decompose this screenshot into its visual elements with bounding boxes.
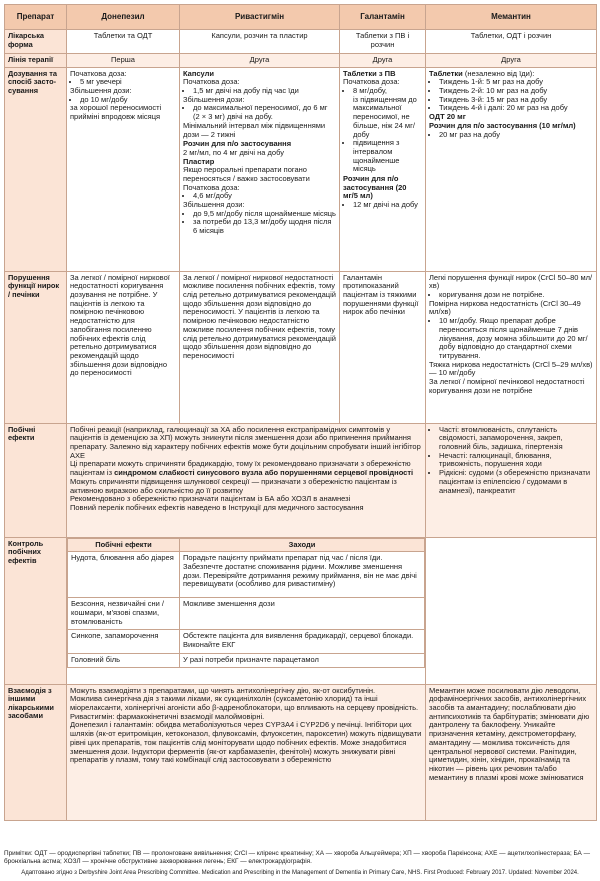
text: Побічні реакції (наприклад, галюцинації за ХА або посилення екстрапірамідних симптомів у пацієнтів із деменцією за ХП) можуть зникнути після зменшення дози або припинення приймання препарату. Залежно від характеру побічних ефектів може бути доцільним спробувати інший інгібітор АХЕ [70,424,421,460]
line-memantine: Друга [426,54,597,68]
source-credit: Адаптовано згідно з Derbyshire Joint Area Prescribing Committee. Medication and Prescribing in the Management of Dementia in Primary Care, NHS. First Produced: February 2017. Updated: November 2024. [21,870,579,876]
renal-rivastigmine: За легкої / помірної ниркової недостатності можливе посилення побічних ефектів, тому слід ретельно дотримуватися рекомендацій щодо збільшення дози відповідно до переносимості. У пацієнтів із легкою та помірною печінковою недостатністю можливе посилення побічних ефектів, тому слід ретельно дотримуватися рекомендацій щодо збільшення дози відповідно до переносимості [180,271,340,423]
text: Мінімальний інтервал між підвищеннями дози — 2 тижні [183,120,326,139]
control-col-effects: Побічні ефекти [68,538,180,552]
subheading: ОДТ 20 мг [429,112,466,122]
list-item: • 5 мг увечері [80,78,176,87]
table-row [68,552,425,598]
text: Тяжка ниркова недостатність (СrCl 5–29 мл/хв) — 10 мг/добу [429,359,593,378]
text: Початкова доза: [343,77,400,87]
footnote: Примітки: ОДТ — ородиспергівні таблетки; ПВ — пролонговане вивільнення; СrCl — кліренс креатиніну; ХА — хвороба Альцгеймера; ХП — хвороба Паркінсона; АХЕ — ацетилхолінестераза; БА — бронхіальна астма; ХОЗЛ — хронічне обструктивне захворювання легень; ЕКГ — електрокардіографія. [4,850,590,865]
text: Початкова доза: [70,68,127,78]
effect-cell: Безсоння, незвичайні сни / кошмари, м'язові спазми, втомлюваність [68,598,180,630]
list-item: • до 10 мг/добу [80,96,176,105]
form-label: Лікарська форма [5,30,67,54]
list-item: • за потреби до 13,3 мг/добу щодня після 6 місяців [193,218,336,235]
action-cell: Можливе зменшення дози [180,598,425,630]
renal-donepezil: За легкої / помірної ниркової недостатності коригування дозування не потрібне. У пацієнтів із легкою та помірною печінковою недостатністю для запобігання посиленню побічних ефектів слід ретельно дотримуватися рекомендацій щодо збільшення дози відповідно до переносимості [67,271,180,423]
control-row [5,537,597,684]
header-galantamine: Галантамін [340,5,426,30]
side-effects-label: Побічні ефекти [5,423,67,537]
text: За легкої / помірної печінкової недостатності коригування дози не потрібне [429,376,585,395]
dosing-rivastigmine [180,67,340,271]
subheading: Пластир [183,156,215,166]
text: (незалежно від їди): [464,68,535,78]
interactions-row [5,684,597,820]
renal-label: Порушення функції нирок / печінки [5,271,67,423]
text: Якщо пероральні препарати погано переносяться / важко застосовувати [183,165,310,183]
renal-galantamine: Галантамін протипоказаний пацієнтам із тяжкими порушеннями функції нирок або печінки [340,271,426,423]
list-item: • Рідкісні: судоми (з обережністю призначати пацієнтам із епілепсією / судомами в анамнезі), панкреатит [439,469,593,495]
control-col-actions: Заходи [180,538,425,552]
text: Ці препарати можуть спричиняти брадикардію, тому їх рекомендовано призначати з обережністю пацієнтам із [70,459,411,478]
list-item: • підвищення з інтервалом щонайменше місяць [353,139,422,174]
header-memantine: Мемантин [426,5,597,30]
list-item: • коригування дози не потрібне. [439,291,593,300]
header-rivastigmine: Ривастигмін [180,5,340,30]
line-row [5,54,597,68]
table-row [68,630,425,654]
list-item: • до 9,5 мг/добу після щонайменше місяць [193,210,336,219]
interactions-text [67,684,426,820]
emphasis: синдромом слабкості синусового вузла або порушеннями серцевої провідності [114,468,414,478]
form-rivastigmine: Капсули, розчин та пластир [180,30,340,54]
text: за хорошої переносимості прийміні впродовж місяця [70,103,162,122]
renal-row [5,271,597,423]
line-galantamine: Друга [340,54,426,68]
text: Початкова доза: [183,77,240,87]
text: Легкі порушення функції нирок (СrCl 50–80 мл/хв) [429,272,593,291]
subheading: Капсули [183,68,214,78]
text: Повний перелік побічних ефектів наведено в Інструкції для медичного застосування [70,502,364,512]
list-item: • Тиждень 2-й: 10 мг раз на добу [439,87,593,96]
list-item: • Тиждень 3-й: 15 мг раз на добу [439,96,593,105]
renal-memantine [426,271,597,423]
text: Початкова доза: [183,182,240,192]
text: Збільшення дози: [183,200,245,209]
text: Рекомендовано з обережністю призначати пацієнтам із БА або ХОЗЛ в анамнезі [70,494,351,504]
list-item: • 4,6 мг/добу [193,192,336,201]
control-label: Контроль побічних ефектів [5,537,67,684]
form-galantamine: Таблетки з ПВ і розчин [340,30,426,54]
dosing-label: Дозування та спосіб засто-сування [5,67,67,271]
effect-cell: Синкопе, запаморочення [68,630,180,654]
form-row [5,30,597,54]
effect-cell: Нудота, блювання або діарея [68,552,180,598]
line-rivastigmine: Друга [180,54,340,68]
side-effects-text [67,423,426,537]
control-memantine-empty [426,537,597,684]
subheading: Розчин для п/о застосування [183,139,292,149]
text: Помірна ниркова недостатність (СrCl 30–49 мл/хв) [429,298,581,317]
subheading: Розчин для п/о застосування (20 мг/5 мл) [343,173,407,201]
text: Можуть спричиняти підвищення шлункової секреції — призначати з обережністю пацієнтам із активною виразкою або схильністю до її розвитку [70,476,397,495]
text: із підвищенням до максимальної переносимої, не більше, ніж 24 мг/добу [353,94,417,139]
list-item: • Тиждень 4-й і далі: 20 мг раз на добу [439,104,593,113]
header-drug: Препарат [5,5,67,30]
table-row [68,654,425,668]
text: Збільшення дози: [70,86,132,96]
list-item: • Тиждень 1-й: 5 мг раз на добу [439,78,593,87]
list-item: • Нечасті: галюцинації, блювання, тривожність, порушення ходи [439,452,593,469]
subheading: Таблетки [429,68,463,78]
list-item: • Часті: втомлюваність, сплутаність свідомості, запаморочення, закреп, головний біль, задишка, гіпертензія [439,426,593,452]
dosing-memantine [426,67,597,271]
list-item: • 20 мг раз на добу [439,131,593,140]
action-cell: Обстежте пацієнта для виявлення брадикардії, серцевої блокади. Виконайте ЕКГ [180,630,425,654]
form-donepezil: Таблетки та ОДТ [67,30,180,54]
control-table [67,538,425,668]
dosing-row [5,67,597,271]
side-effects-row [5,423,597,537]
subheading: Розчин для п/о застосування (10 мг/мл) [429,120,576,130]
drug-comparison-table [4,4,597,821]
list-item: • до максимальної переносимої, до 6 мг (2 × 3 мг) двічі на добу. [193,104,336,121]
dosing-donepezil [67,67,180,271]
list-item: • 8 мг/добу, [353,87,422,96]
action-cell: Порадьте пацієнту приймати препарат під час / після їди. Забезпечте достатнє споживання рідини. Можливе зменшення дози. Перевіряйте дотримання режиму приймання, він не має двічі перевищувати (особливо для ривастигміну) [180,552,425,598]
dosing-galantamine [340,67,426,271]
subheading: Таблетки з ПВ [343,68,396,78]
text: Донепезил і галантамін: обидва метаболізуються через CYP3A4 і CYP2D6 у печінці. Інгібітори цих шляхів (як-от еритроміцин, кетоконазол, флувоксамін, флуоксетин, пароксетин) можуть підвищувати рівні цих препаратів, тож пацієнтів слід моніторувати щодо побічних ефектів. Може знадобитися зменшення дози. Індуктори ферментів (як-от карбамазепін, фенітоїн) можуть знижувати рівні препаратів у плазмі, тому такі комбінації слід застосовувати з обережністю [70,720,422,765]
header-donepezil: Донепезил [67,5,180,30]
table-row [68,598,425,630]
effect-cell: Головний біль [68,654,180,668]
line-donepezil: Перша [67,54,180,68]
text: Ривастигмін: фармакокінетичні взаємодії малоймовірні. [70,711,265,721]
side-effects-memantine [426,423,597,537]
list-item: • 12 мг двічі на добу [353,201,422,210]
text: 2 мг/мл, по 4 мг двічі на добу [183,147,284,157]
list-item: • 10 мг/добу. Якщо препарат добре переноситься після щонайменше 7 днів лікування, дозу можна збільшити до 20 мг/добу відповідно до стандартної схеми титрування. [439,317,593,360]
list-item: • 1,5 мг двічі на добу під час їди [193,87,336,96]
text: Можуть взаємодіяти з препаратами, що чинять антихолінергічну дію, як-от оксибутинін. [70,685,376,695]
action-cell: У разі потреби призначте парацетамол [180,654,425,668]
interactions-label: Взаємодія з іншими лікарськими засобами [5,684,67,820]
table-header-row [5,5,597,30]
line-label: Лінія терапії [5,54,67,68]
form-memantine: Таблетки, ОДТ і розчин [426,30,597,54]
text: Збільшення дози: [183,94,245,104]
control-table-cell [67,537,426,684]
text: Можлива синергічна дія з такими ліками, як сукцинілхолін (суксаметонію хлорид) та інші міорелаксанти, холінергічні агоністи або β-адреноблокатори, що впливають на серцеву провідність. [70,694,419,713]
interactions-memantine: Мемантин може посилювати дію леводопи, дофаміноергічних засобів, антихолінергічних засобів та амантадину; послаблювати дію антипсихотиків та барбітуратів; змінювати дію дантролену та баклофену. Уникайте призначення кетаміну, декстрометорфану, амантадину — можлива токсичність для центральної нервової системи. Ранітидин, циметидин, хінін, хінідин, прокаїнамід та нікотин — рівень цих речовин та/або мемантину в плазмі крові може змінюватися [426,684,597,820]
